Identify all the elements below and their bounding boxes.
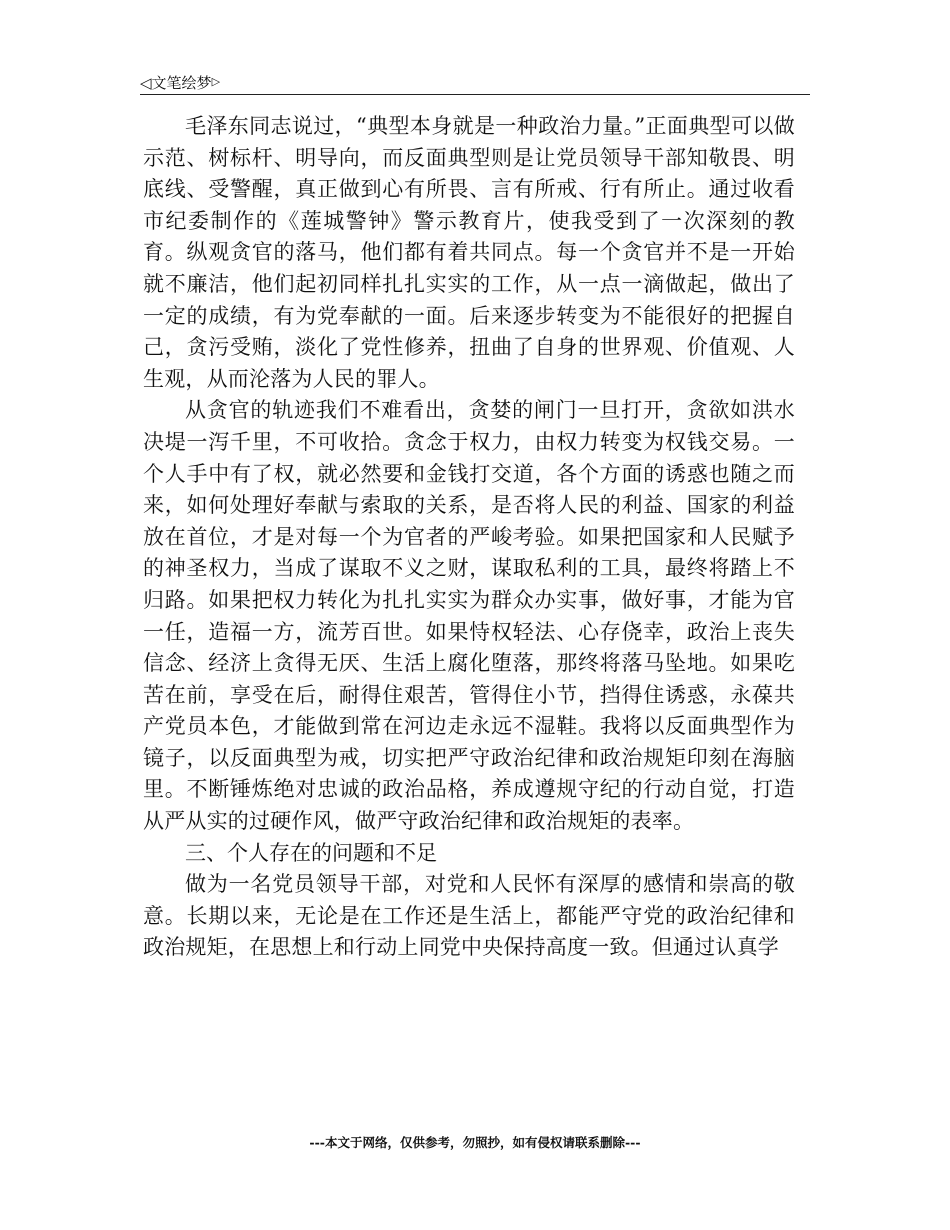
left-triangle-icon: ◁	[140, 74, 152, 92]
right-triangle-icon: ▷	[211, 75, 221, 88]
paragraph-3: 做为一名党员领导干部，对党和人民怀有深厚的感情和崇高的敬意。长期以来，无论是在工作还是生活上，都能严守党的政治纪律和政治规矩，在思想上和行动上同党中央保持高度一致。但通过认真学	[143, 872, 795, 960]
paragraph-1: 毛泽东同志说过，“典型本身就是一种政治力量。”正面典型可以做示范、树标杆、明导向，而反面典型则是让党员领导干部知敬畏、明底线、受警醒，真正做到心有所畏、言有所戒、行有所止。通过收看市纪委制作的《莲城警钟》警示教育片，使我受到了一次深刻的教育。纵观贪官的落马，他们都有着共同点。每一个贪官并不是一开始就不廉洁，他们起初同样扎扎实实的工作，从一点一滴做起，做出了一定的成绩，有为党奉献的一面。后来逐步转变为不能很好的把握自己，贪污受贿，淡化了党性修养，扭曲了自身的世界观、价值观、人生观，从而沦落为人民的罪人。	[143, 114, 795, 391]
section-heading: 三、个人存在的问题和不足	[185, 840, 437, 865]
paragraph-2: 从贪官的轨迹我们不难看出，贪婪的闸门一旦打开，贪欲如洪水决堤一泻千里，不可收拾。贪念于权力，由权力转变为权钱交易。一个人手中有了权，就必然要和金钱打交道，各个方面的诱惑也随之而来，如何处理好奉献与索取的关系，是否将人民的利益、国家的利益放在首位，才是对每一个为官者的严峻考验。如果把国家和人民赋予的神圣权力，当成了谋取不义之财，谋取私利的工具，最终将踏上不归路。如果把权力转化为扎扎实实为群众办实事，做好事，才能为官一任，造福一方，流芳百世。如果恃权轻法、心存侥幸，政治上丧失信念、经济上贪得无厌、生活上腐化堕落，那终将落马坠地。如果吃苦在前，享受在后，耐得住艰苦，管得住小节，挡得住诱惑，永葆共产党员本色，才能做到常在河边走永远不湿鞋。我将以反面典型作为镜子，以反面典型为戒，切实把严守政治纪律和政治规矩印刻在海脑里。不断锤炼绝对忠诚的政治品格，养成遵规守纪的行动自觉，打造从严从实的过硬作风，做严守政治纪律和政治规矩的表率。	[143, 398, 795, 834]
header-title: 文笔绘梦	[151, 74, 212, 92]
header-divider	[140, 94, 810, 95]
page-header	[140, 72, 220, 93]
page-footer: ---本文于网络，仅供参考，勿照抄，如有侵权请联系删除---	[309, 1135, 641, 1150]
document-body	[143, 111, 795, 964]
